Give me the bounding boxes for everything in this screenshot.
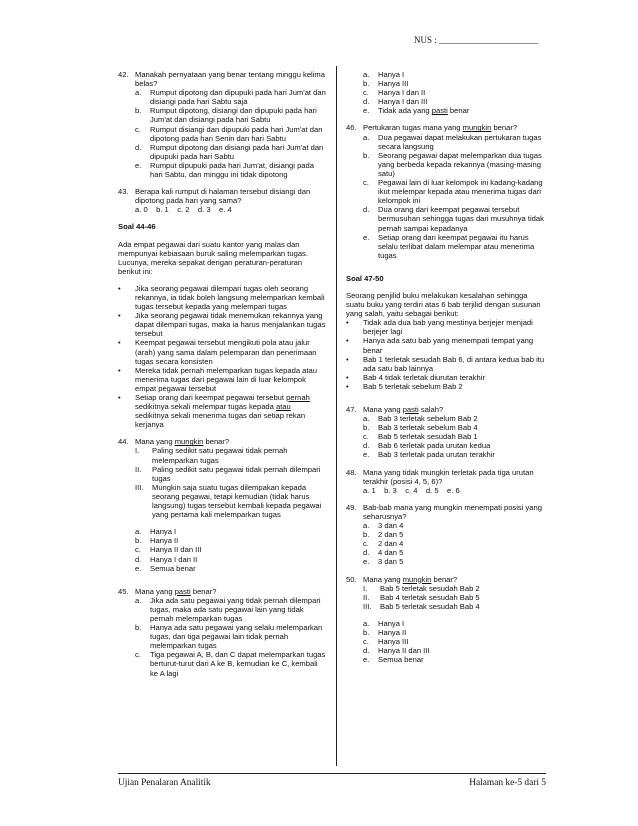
question-49: 49. Bab-bab mana yang mungkin menempati posisi yang seharusnya? a. 3 dan 4 b. 2 dan 5 c. 2 dan 4 d. 4 dan 5 e. 3 dan 5 [346,503,546,567]
option-text: Rumput dipotong, disiangi dan dipupuki pada hari Jum'at dan disiangi pada hari Sabtu [150,106,317,125]
option-letter: e. [363,450,370,460]
question-text: Mana yang pasti salah? [363,405,444,414]
statements-list [118,446,326,519]
question-text: Pertukaran tugas mana yang mungkin benar? [363,123,518,133]
option-letter: I. [363,583,368,593]
bullet-text: Mereka tidak pernah melemparkan tugas kepada atau menerima tugas dari pegawai lain di luar kelompok empat pegawai tersebut [135,365,317,393]
bullet-text: Bab 4 tidak terletak diurutan terakhir [363,372,485,382]
option-item [135,143,326,161]
question-text: Berapa kali rumput di halaman tersebut disiangi dan dipotong pada hari yang sama? [135,187,311,206]
option-text: Bab 4 terletak sesudah Bab 5 [380,592,480,602]
option-text: 3 dan 4 [378,521,404,531]
bullet-item [346,318,546,336]
option-letter: a. [363,521,370,531]
bullet-text: Jika seorang pegawai tidak menemukan rekannya yang dapat dilempari tugas, maka ia harus menjalankan tugas tersebut [135,311,326,339]
option-item [135,527,326,536]
option-item [363,521,546,530]
option-item [363,178,546,205]
option-text: Hanya III [378,79,409,89]
option-letter: e. [363,557,370,567]
option-letter: a. [135,527,142,537]
bullet-item [118,338,326,365]
rules-list [118,284,326,430]
option-item [363,450,546,459]
option-letter: c. [135,545,141,555]
section-title: Soal 44-46 [118,222,156,232]
option-text: Hanya II [150,536,179,546]
question-text: Manakah pernyataan yang benar tentang minggu kelima belas? [135,70,325,89]
option-text: Mungkin saja suatu tugas dilempakan kepada seorang pegawai, tetapi kemudian (tidak harus langsung) tugas tersebut kembali kepada pegawai yang pertama kali melemparkan tugas [152,482,322,520]
page-footer [118,773,546,788]
option-item [135,555,326,564]
option-letter: d. [135,142,142,152]
option-text: Paling sedikit satu pegawai tidak pernah dilempari tugas [152,464,321,483]
section-intro: Seorang penjilid buku melakukan kesalahan sehingga suatu buku yang terdiri atas 6 bab terjilid dengan susunan yang salah, yaitu sebagai berikut: [346,290,541,319]
option-letter: c. [363,432,369,442]
option-letter: a. [135,88,142,98]
option-item [135,650,326,677]
option-item [363,151,546,178]
bullet-item [346,373,546,382]
bullet-icon: • [118,365,121,375]
option-letter: b. [135,536,142,546]
bullet-icon: • [346,381,349,391]
option-item [363,70,546,79]
option-letter: b. [363,627,370,637]
option-item [363,88,546,97]
option-text: 3 dan 5 [378,557,404,567]
option-item [363,414,546,423]
option-text: Bab 5 terletak sesudah Bab 1 [378,432,478,442]
option-item [363,539,546,548]
bullet-item [346,336,546,354]
options-list [346,133,546,260]
option-letter: b. [363,150,370,160]
question-43: 43. Berapa kali rumput di halaman tersebut disiangi dan dipotong pada hari yang sama? a. 0 b. 1 c. 2 d. 3 e. 4 [118,187,326,214]
option-item [363,548,546,557]
option-item [363,133,546,151]
option-text: Hanya I [378,70,405,79]
option-letter: b. [363,79,370,89]
option-item [135,125,326,143]
bullet-text: Hanya ada satu bab yang menempati tempat yang benar [363,336,534,355]
option-item [363,557,546,566]
question-text: Mana yang tidak mungkin terletak pada tiga urutan terakhir (posisi 4, 5, 6)? [363,467,534,486]
option-text: Semua benar [150,563,196,573]
option-letter: e. [135,563,142,573]
bullet-text: Keempat pegawai tersebut mengikuti pola atau jalur (arah) yang sama dalam pelemparan dan penerimaan tugas secara konsisten [135,338,317,366]
option-text: Bab 5 terletak sesudah Bab 2 [380,583,480,593]
option-item [363,628,546,637]
question-text: Mana yang pasti benar? [135,586,217,596]
option-letter: d. [363,205,370,215]
bullet-icon: • [118,283,121,293]
option-letter: b. [135,106,142,116]
option-letter: II. [135,464,142,474]
option-letter: b. [363,423,370,433]
option-letter: a. [135,595,142,605]
option-text: Hanya I dan III [378,97,428,107]
option-item [363,432,546,441]
option-text: Paling sedikit satu pegawai tidak pernah melemparkan tugas [152,446,288,465]
option-item [363,233,546,260]
bullet-text: Jika seorang pegawai dilempari tugas oleh seorang rekannya, ia tidak boleh langsung melemparkan kembali tugas tersebut kepada yang melempari tugas [135,283,325,312]
option-text: Tiga pegawai A, B, dan C dapat melemparkan tugas berturut-turut dari A ke B, kemudian ke C, kembali ke A lagi [150,650,326,678]
question-45-options [346,70,546,115]
options-list [346,414,546,459]
option-item [363,423,546,432]
question-text: Mana yang mungkin benar? [363,574,458,584]
option-letter: c. [135,124,141,134]
question-50: 50. Mana yang mungkin benar? I. Bab 5 terletak sesudah Bab 2 II. Bab 4 terletak sesudah Bab 5 III. Bab 5 terletak sesudah Bab 4 a. Hanya I b. Hanya II c. Hanya III d. Hanya II dan III e. Semua benar [346,575,546,665]
option-item [363,441,546,450]
option-text: Semua benar [378,655,424,665]
options-list [346,521,546,566]
question-text: Bab-bab mana yang mungkin menempati posisi yang seharusnya? [363,502,542,521]
bullet-text: Bab 5 terletak sebelum Bab 2 [363,381,463,391]
option-item [135,623,326,650]
options-list [118,527,326,572]
option-letter: a. [363,618,370,628]
option-text: Bab 3 terletak sebelum Bab 2 [378,414,478,424]
question-text: Mana yang mungkin benar? [135,437,230,447]
option-item [363,602,546,611]
rules-list [346,318,546,391]
option-text: Rumput disiangi dan dipupuki pada hari Jum'at dan dipotong pada hari Senin dan hari Sabtu [150,124,323,143]
option-letter: c. [363,178,369,188]
option-item [135,536,326,545]
option-letter: e. [363,232,370,242]
inline-options: a. 1 b. 3 c. 4 d. 5 e. 6 [363,485,460,495]
bullet-icon: • [346,336,349,346]
option-item: e. Tidak ada yang pasti benar [363,106,470,116]
option-item [363,79,546,88]
question-45: 45. Mana yang pasti benar? a. Jika ada satu pegawai yang tidak pernah dilempari tugas, maka ada satu pegawai lain yang tidak pernah melemparkan tugas b. Hanya ada satu pegawai yang selalu melemparkan tugas, dan tiga pegawai lain tidak pernah melemparkan tugas c. Tiga pegawai A, B, dan C dapat melemparkan tugas berturut-turut dari A ke B, kemudian ke C, kembali ke A lagi [118,586,326,678]
option-text: 4 dan 5 [378,548,404,558]
bullet-item [118,366,326,393]
option-text: Rumput dipotong dan disiangi pada hari Jum'at dan dipupuki pada hari Sabtu [150,142,324,161]
bullet-icon: • [118,338,121,348]
option-text: Setiap orang dari keempat pegawai itu harus selalu terlibat dalam melempar atau menerima tugas [378,232,535,260]
option-letter: a. [363,70,370,79]
option-text: Hanya I [150,527,177,537]
option-letter: II. [363,592,370,602]
option-text: Hanya III [378,637,409,647]
option-text: Bab 5 terletak sesudah Bab 4 [380,601,480,611]
option-text: Dua pegawai dapat melakukan pertukaran tugas secara langsung [378,132,542,151]
question-48: 48. Mana yang tidak mungkin terletak pada tiga urutan terakhir (posisi 4, 5, 6)? a. 1 b. 3 c. 4 d. 5 e. 6 [346,468,546,495]
option-letter: a. [363,132,370,142]
options-list [346,619,546,664]
bullet-icon: • [118,311,121,321]
footer-title: Ujian Penalaran Analitik [118,778,211,788]
nus-field: NUS : ______________________ [414,35,539,45]
options-list [118,596,326,678]
option-item [135,465,326,483]
bullet-icon: • [346,318,349,328]
option-letter: c. [363,539,369,549]
option-item [135,106,326,124]
option-letter: a. [363,414,370,424]
option-letter: b. [135,623,142,633]
option-item [135,446,326,464]
option-item [363,619,546,628]
option-item [363,97,546,106]
option-item [363,637,546,646]
option-letter: d. [135,554,142,564]
inline-options: a. 0 b. 1 c. 2 d. 3 e. 4 [135,205,232,215]
option-letter: III. [135,482,144,492]
option-item [363,584,546,593]
option-item [363,646,546,655]
bullet-item: • Setiap orang dari keempat pegawai tersebut pernah sedikitnya sekali melempar tugas kepada atau sedikitnya sekali menerima tugas dari setiap rekan kerjanya [118,393,310,430]
section-intro: Ada empat pegawai dari suatu kantor yang malas dan mempunyai kebiasaan buruk saling melemparkan tugas. Lucunya, mereka sepakat dengan peraturan-peraturan berikut ini: [118,239,308,276]
option-item [363,593,546,602]
left-column [118,70,326,678]
option-letter: d. [363,548,370,558]
section-title: Soal 47-50 [346,273,384,283]
option-text: Pegawai lain di luar kelompok ini kadang-kadang ikut melempar kepada atau menerima tugas dari kelompok ini [378,178,543,206]
option-text: Dua orang dari keempat pegawai tersebut bermusuhan sehingga tugas dari musuhnya tidak pernah sampai kepadanya [378,205,544,233]
option-text: Bab 3 terletak pada urutan terakhir [378,450,495,460]
option-item [135,564,326,573]
option-item [135,545,326,554]
page-number: Halaman ke-5 dari 5 [469,778,546,788]
option-text: Rumput dipupuki pada hari Jum'at, disiangi pada hari Sabtu, dan minggu ini tidak dipotong [150,160,314,180]
option-letter: d. [363,646,370,656]
option-text: Bab 3 terletak sebelum Bab 4 [378,423,478,433]
option-text: 2 dan 4 [378,539,404,549]
option-text: 2 dan 5 [378,530,404,540]
option-item [363,205,546,232]
option-item [363,655,546,664]
option-letter: b. [363,530,370,540]
option-letter: c. [363,637,369,647]
option-letter: d. [363,97,370,107]
bullet-item [118,284,326,311]
options-list [118,88,326,179]
column-divider [336,66,337,766]
option-text: Hanya II dan III [378,646,430,656]
option-item [135,161,326,179]
option-text: Hanya II [378,627,407,637]
option-letter: c. [363,88,369,98]
bullet-item [118,311,326,338]
bullet-text: Tidak ada dua bab yang mestinya berjejer menjadi berjejer lagi [363,318,533,337]
option-text: Seorang pegawai dapat melemparkan dua tugas yang berbeda kepada rekannya (masing-masing satu) [378,150,542,178]
bullet-text: Bab 1 terletak sesudah Bab 6, di antara kedua bab itu ada satu bab lainnya [363,354,545,373]
bullet-item [346,382,546,391]
option-text: Bab 6 terletak pada urutan kedua [378,441,491,451]
option-text: Hanya I [378,618,405,628]
option-text: Hanya I dan II [150,554,198,564]
option-letter: I. [135,446,140,456]
option-item [135,483,326,519]
option-letter: e. [363,655,370,665]
option-item [363,530,546,539]
question-46: 46. Pertukaran tugas mana yang mungkin benar? a. Dua pegawai dapat melakukan pertukaran tugas secara langsung b. Seorang pegawai dapat melemparkan dua tugas yang berbeda kepada rekannya (masing-masing satu) c. Pegawai lain di luar kelompok ini kadang-kadang ikut melempar kepada atau menerima tugas dari kelompok ini d. Dua orang dari keempat pegawai tersebut bermusuhan sehingga tugas dari musuhnya tidak pernah sampai kepadanya e. Setiap orang dari keempat pegawai itu harus selalu terlibat dalam melempar atau menerima tugas [346,123,546,259]
option-text: Hanya I dan II [378,88,426,98]
option-text: Hanya II dan III [150,545,202,555]
option-item [135,88,326,106]
bullet-icon: • [346,372,349,382]
option-letter: e. [135,160,142,170]
option-text: Jika ada satu pegawai yang tidak pernah dilempari tugas, maka ada satu pegawai lain yang tidak pernah melemparkan tugas [150,595,321,623]
statements-list [346,584,546,611]
option-letter: c. [135,650,141,660]
question-44: 44. Mana yang mungkin benar? I. Paling sedikit satu pegawai tidak pernah melemparkan tugas II. Paling sedikit satu pegawai tidak pernah dilempari tugas III. Mungkin saja suatu tugas dilempakan kepada seorang pegawai, tetapi kemudian (tidak harus langsung) tugas tersebut kembali kepada pegawai yang pertama kali melemparkan tugas a. Hanya I b. Hanya II c. Hanya II dan III d. Hanya I dan II e. Semua benar [118,437,326,572]
bullet-icon: • [346,354,349,364]
right-column [346,70,546,664]
option-item [135,596,326,623]
bullet-item [346,355,546,373]
question-42: 42. Manakah pernyataan yang benar tentang minggu kelima belas? a. Rumput dipotong dan dipupuki pada hari Jum'at dan disiangi pada hari Sabtu saja b. Rumput dipotong, disiangi dan dipupuki pada hari Jum'at dan disiangi pada hari Sabtu c. Rumput disiangi dan dipupuki pada hari Jum'at dan dipotong pada hari Senin dan hari Sabtu d. Rumput dipotong dan disiangi pada hari Jum'at dan dipupuki pada hari Sabtu e. Rumput dipupuki pada hari Jum'at, disiangi pada hari Sabtu, dan minggu ini tidak dipotong [118,70,326,180]
option-text: Rumput dipotong dan dipupuki pada hari Jum'at dan disiangi pada hari Sabtu saja [150,88,326,107]
option-letter: d. [363,441,370,451]
option-letter: III. [363,601,372,611]
option-text: Hanya ada satu pegawai yang selalu melemparkan tugas, dan tiga pegawai lain tidak pernah melemparkan tugas [150,623,323,651]
question-47: 47. Mana yang pasti salah? a. Bab 3 terletak sebelum Bab 2 b. Bab 3 terletak sebelum Bab 4 c. Bab 5 terletak sesudah Bab 1 d. Bab 6 terletak pada urutan kedua e. Bab 3 terletak pada urutan terakhir [346,405,546,460]
